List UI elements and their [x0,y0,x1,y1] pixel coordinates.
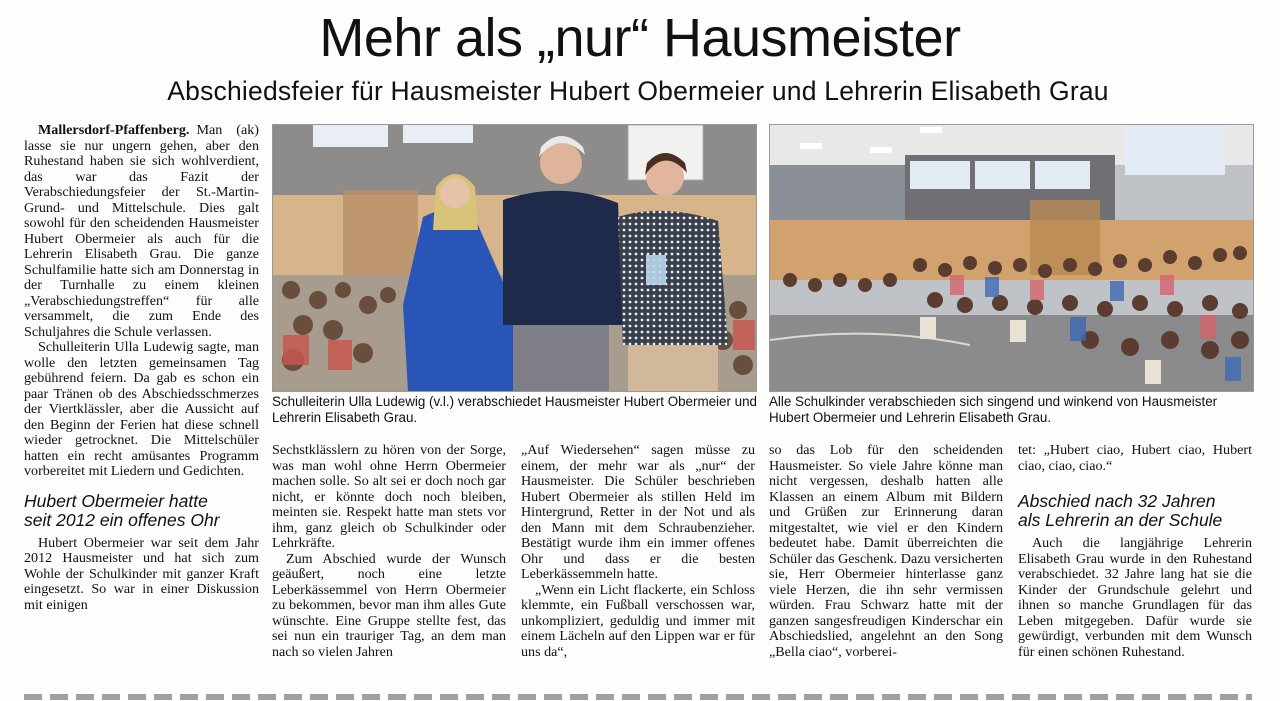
col3-p2: „Wenn ein Licht flackerte, ein Schloss klemmte, ein Fußball verschossen war, unkompliziert, geduldig und immer mit einem Lächeln auf den Lippen war er für uns da“, [521,581,755,660]
col1-p3: Hubert Obermeier war seit dem Jahr 2012 Hausmeister und hat sich zum Wohle der Schulkinder mit ganzer Kraft eingesetzt. So war in einer Diskussion mit einigen [24,534,259,613]
col3-p1: „Auf Wiedersehen“ sagen müsse zu einem, der mehr war als „nur“ der Hausmeister. Die Schüler beschrieben Hubert Obermeier als stillen Held im Hintergrund, Retter in der Not und als den Mann mit dem Schraubenzieher. Bestätigt wurde ihm ein immer offenes Ohr und dass er die besten Leberkässemmeln hatte. [521,442,755,582]
col1-p1: Man lasse sie nur ungern gehen, aber den Ruhestand haben sie sich wohlverdient, das war das Fazit der Verabschiedungsfeier der St.-Martin-Grund- und Mittelschule. Dies galt sowohl für den scheidenden Hausmeister Hubert Obermeier als auch für die Lehrerin Elisabeth Grau. Die ganze Schulfamilie hatte sich am Donnerstag in der Turnhalle zu einem kleinen „Verabschiedungstreffen“ für alle versammelt, die zum Ende des Schuljahres die Schule verlassen. [24,122,259,340]
dateline: Mallersdorf-Pfaffenberg. [38,122,190,138]
col2-p1: Sechstklässlern zu hören von der Sorge, was man wohl ohne Herrn Obermeier machen solle. So alt sei er doch noch gar nicht, er könnte doch noch bleiben, meinten sie. Respekt hatte man stets vor ihm, ganz gleich ob Schulkinder oder Lehrkräfte. [272,442,506,551]
subheading-line-1: Abschied nach 32 Jahren [1018,491,1216,511]
author-tag: (ak) [236,122,259,138]
col5-p1: tet: „Hubert ciao, Hubert ciao, Hubert ciao, ciao, ciao.“ [1018,442,1252,474]
col5-p2: Auch die langjährige Lehrerin Elisabeth Grau wurde in den Ruhestand verabschiedet. 32 Jahre lang hat sie die Kinder der Grundschule gelehrt und ihnen so manche Grundlagen für das Leben mitgegeben. Dafür wurde sie gewürdigt, verbunden mit dem Wunsch für einen schönen Ruhestand. [1018,535,1252,660]
article-column-1 [24,123,259,613]
photo-farewell-trio-image [273,125,756,391]
photo-gym-children [769,124,1254,392]
subheading-line-2: als Lehrerin an der Schule [1018,510,1223,530]
lead-paragraph [24,123,259,340]
article-column-4 [769,443,1003,660]
subheading-line-1: Hubert Obermeier hatte [24,490,208,511]
subheading-obermeier [24,492,259,530]
headline: Mehr als „nur“ Hausmeister [319,8,961,68]
col1-p2: Schulleiterin Ulla Ludewig sagte, man wolle den letzten gemeinsamen Tag gebührend feiern. Da gab es schon ein paar Tränen ob des Abschiedsschmerzes der Viertklässler, aber die Aussicht auf den Beginn der Ferien hat diese schnell wieder getrocknet. Die Mittelschüler hatten ein recht amüsantes Programm vorbereitet mit Liedern und Gedichten. [24,339,259,479]
photo-farewell-trio [272,124,757,392]
photo-farewell-trio-caption: Schulleiterin Ulla Ludewig (v.l.) verabschiedet Hausmeister Hubert Obermeier und Lehrerin Elisabeth Grau. [272,394,758,425]
photo-gym-children-image [770,125,1253,391]
subheadline: Abschiedsfeier für Hausmeister Hubert Obermeier und Lehrerin Elisabeth Grau [167,76,1109,106]
cut-off-text-row [24,694,1252,700]
subheading-line-2: seit 2012 ein offenes Ohr [24,509,220,530]
subheading-grau [1018,492,1252,530]
photo-gym-children-caption: Alle Schulkinder verabschieden sich singend und winkend von Hausmeister Hubert Obermeier und Lehrerin Elisabeth Grau. [769,394,1218,425]
article-column-3 [521,443,755,660]
col2-p2: Zum Abschied wurde der Wunsch geäußert, noch eine letzte Leberkässemmel von Herrn Obermeier zu bekommen, bevor man ihm alles Gute wünschte. Eine Gruppe stellte fest, das sei nun ein trauriger Tag, an dem man nach so vielen Jahren [272,550,506,660]
col4-p1: so das Lob für den scheidenden Hausmeister. So viele Jahre könne man nicht vergessen, deshalb hatten alle Klassen an einem Album mit Bildern und Grüßen zur Erinnerung daran mitgestaltet, wie viel er den Kindern bedeutet habe. Damit überreichten die Schüler das Geschenk. Dazu versicherten sie, Herr Obermeier hinterlasse ganz viele Herzen, die ihn sehr vermissen würden. Frau Schwarz hatte mit der ganzen sangesfreudigen Kinderschar ein Abschiedslied, angelehnt an den Song „Bella ciao“, vorberei- [769,442,1003,660]
article-column-5 [1018,443,1252,660]
article-column-2 [272,443,506,660]
